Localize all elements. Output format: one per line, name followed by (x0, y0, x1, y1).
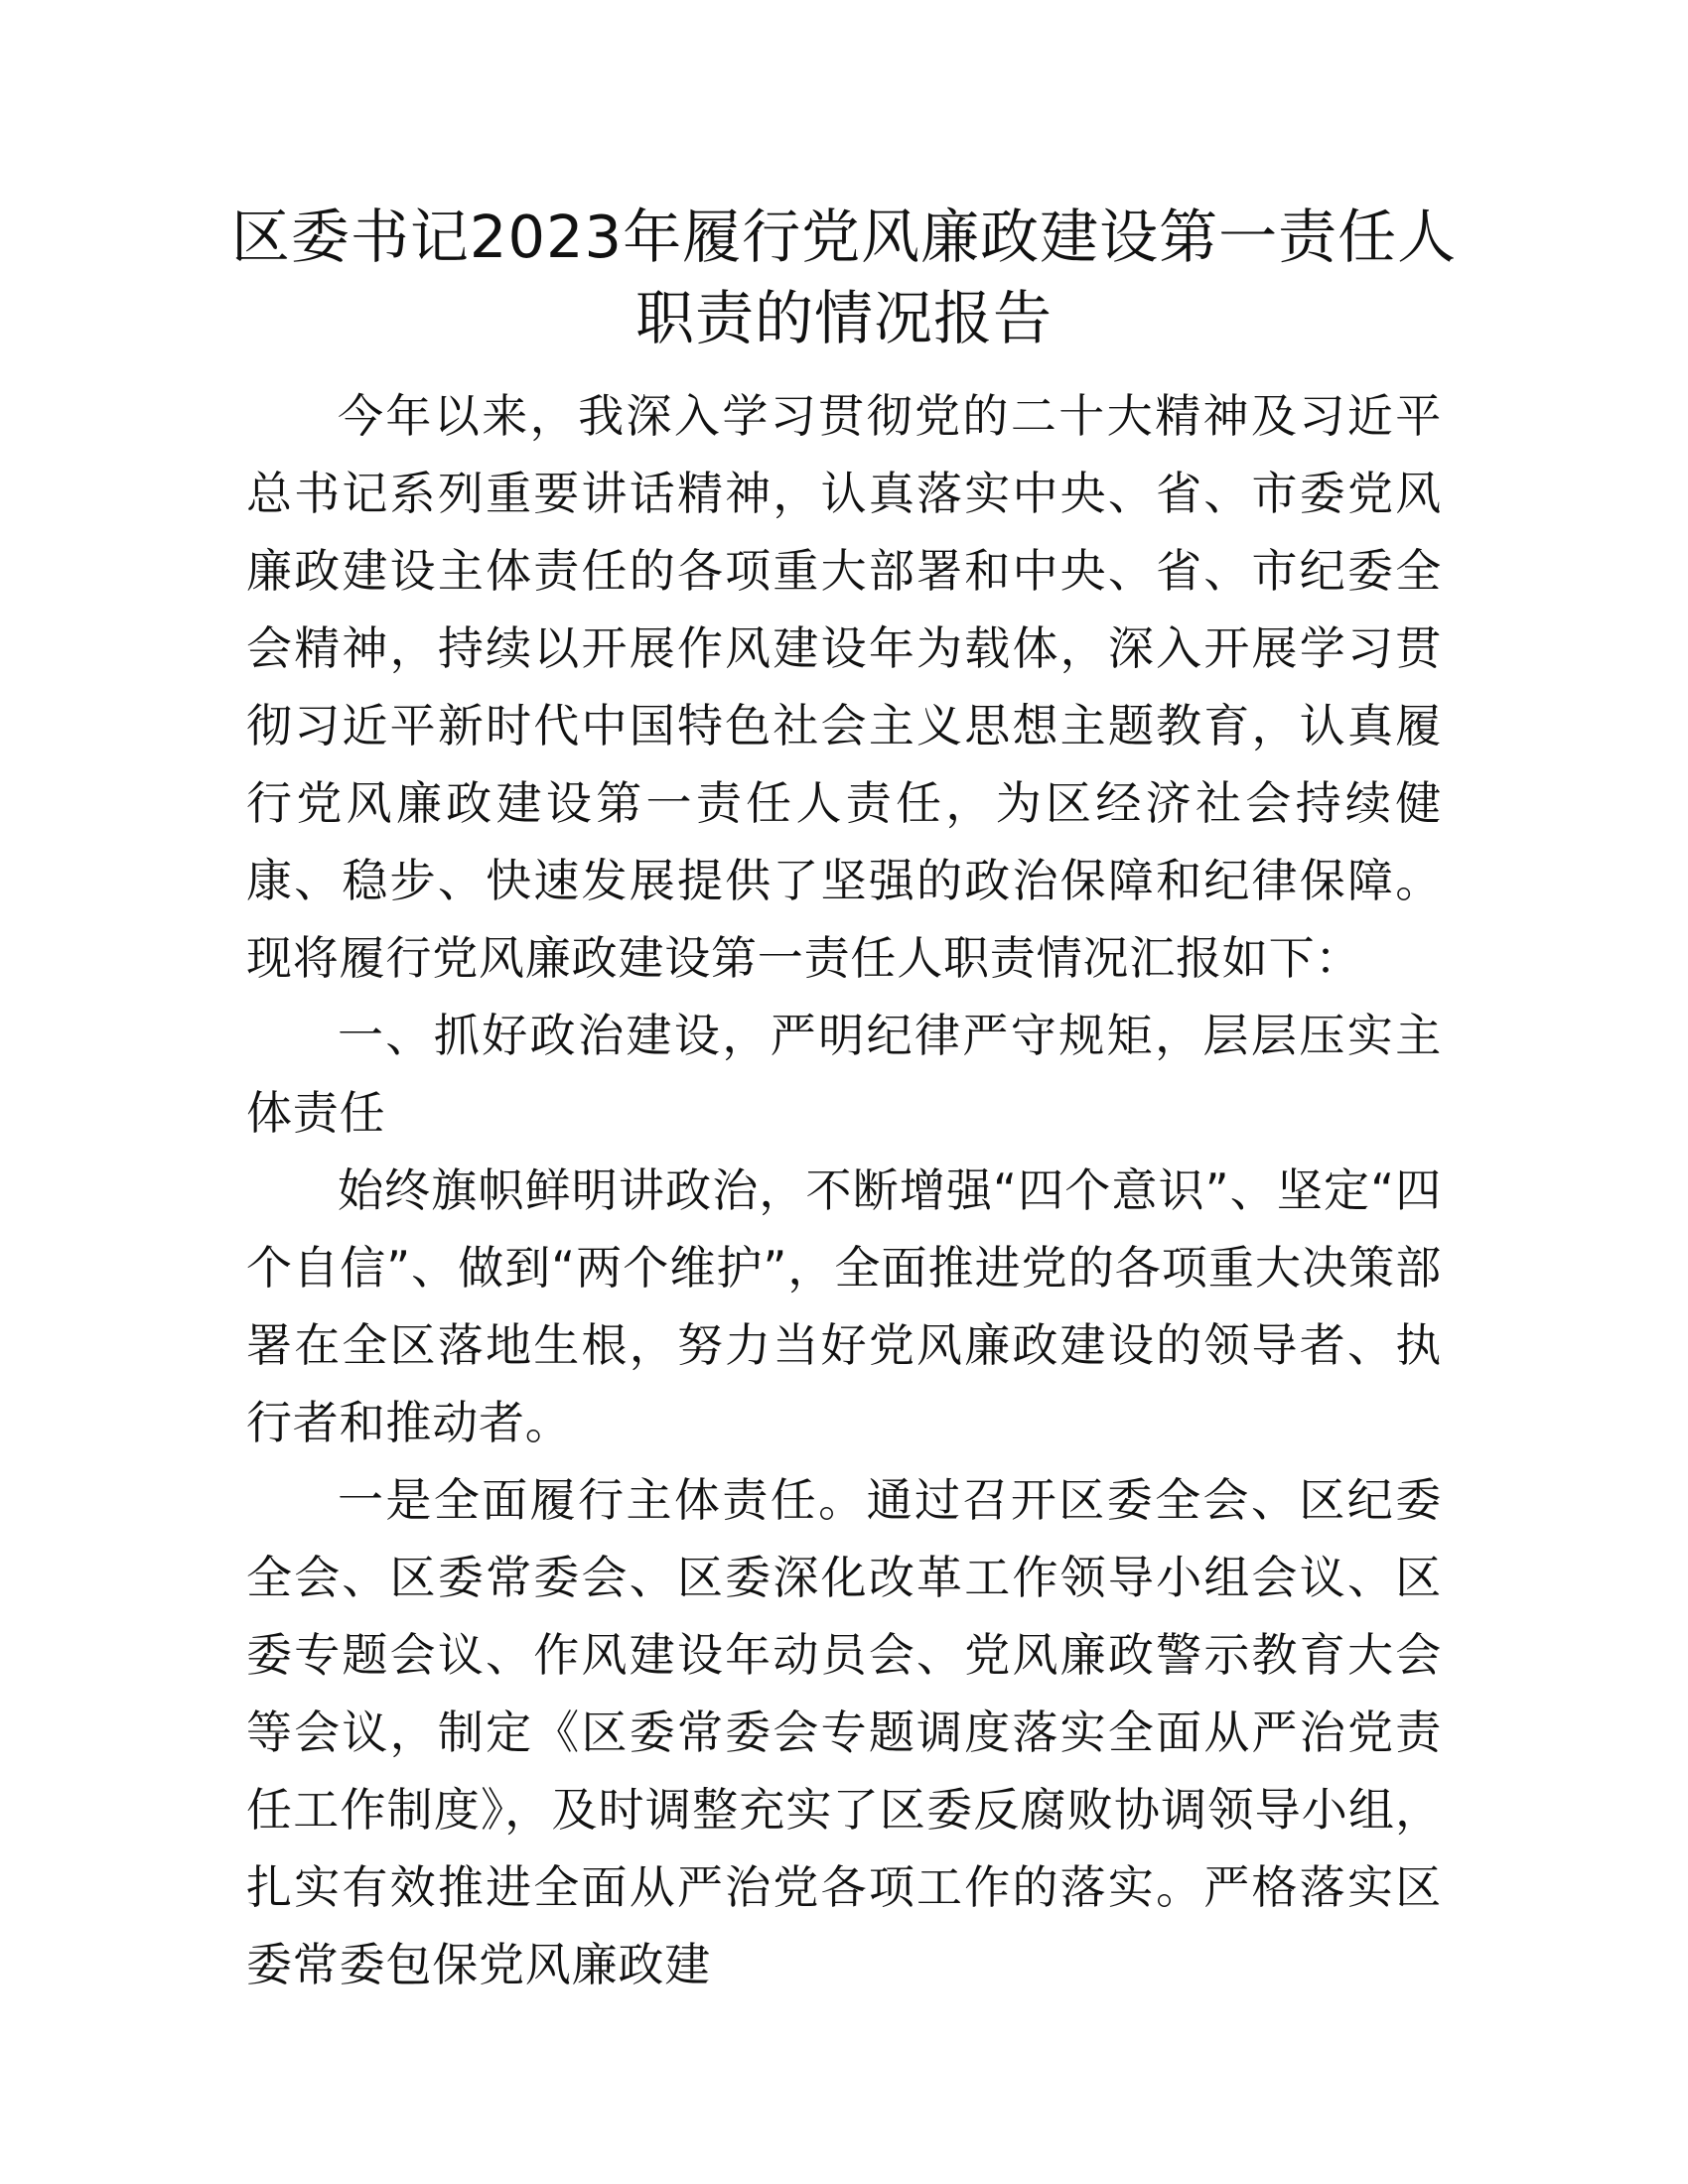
paragraph-political: 始终旗帜鲜明讲政治，不断增强“四个意识”、坚定“四个自信”、做到“两个维护”，全面推进党的各项重大决策部署在全区落地生根，努力当好党风廉政建设的领导者、执行者和推动者。 (246, 1163, 1442, 1449)
paragraph-intro: 今年以来，我深入学习贯彻党的二十大精神及习近平总书记系列重要讲话精神，认真落实中央、省、市委党风廉政建设主体责任的各项重大部署和中央、省、市纪委全会精神，持续以开展作风建设年为载体，深入开展学习贯彻习近平新时代中国特色社会主义思想主题教育，认真履行党风廉政建设第一责任人责任，为区经济社会持续健康、稳步、快速发展提供了坚强的政治保障和纪律保障。现将履行党风廉政建设第一责任人职责情况汇报如下： (246, 389, 1442, 985)
section-heading-1: 一、抓好政治建设，严明纪律严守规矩，层层压实主体责任 (246, 1009, 1442, 1140)
report-body (246, 377, 1442, 2003)
report-title (199, 197, 1489, 359)
paragraph-responsibility: 一是全面履行主体责任。通过召开区委全会、区纪委全会、区委常委会、区委深化改革工作领导小组会议、区委专题会议、作风建设年动员会、党风廉政警示教育大会等会议，制定《区委常委会专题调度落实全面从严治党责任工作制度》，及时调整充实了区委反腐败协调领导小组，扎实有效推进全面从严治党各项工作的落实。严格落实区委常委包保党风廉政建 (246, 1473, 1442, 1991)
title-line-1: 区委书记2023年履行党风廉政建设第一责任人 (230, 203, 1458, 271)
title-line-2: 职责的情况报告 (634, 284, 1053, 352)
